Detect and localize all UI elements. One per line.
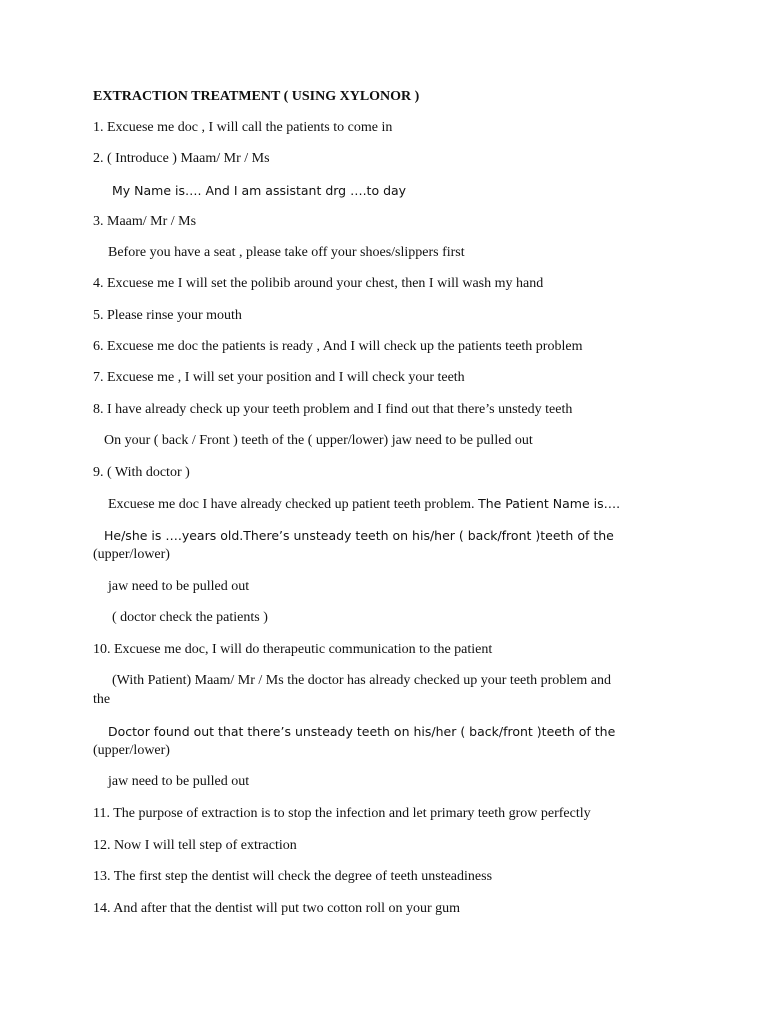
step-10: 10. Excuese me doc, I will do therapeutic communication to the patient (93, 642, 493, 657)
step-9-jaw-option: (upper/lower) (93, 547, 170, 562)
step-10-patient-line: (With Patient) Maam/ Mr / Ms the doctor has already checked up your teeth problem and (112, 673, 612, 688)
step-9-jaw-detail: jaw need to be pulled out (108, 579, 250, 594)
step-9-age: He/she is …. (104, 528, 182, 543)
step-2-detail: My Name is…. And I am assistant drg ….to day (112, 183, 407, 198)
step-9-unsteady-text: years old.There’s unsteady teeth on his/her ( back/front )teeth of the (181, 528, 614, 543)
step-9-patient-name: The Patient Name is…. (478, 496, 621, 511)
document-title: EXTRACTION TREATMENT ( USING XYLONOR ) (93, 89, 420, 104)
step-8: 8. I have already check up your teeth problem and I find out that there’s unstedy teeth (93, 402, 573, 417)
step-7: 7. Excuese me , I will set your position and I will check your teeth (93, 370, 465, 385)
step-6: 6. Excuese me doc the patients is ready , And I will check up the patients teeth problem (93, 339, 583, 354)
step-9: 9. ( With doctor ) (93, 465, 190, 480)
step-2: 2. ( Introduce ) Maam/ Mr / Ms (93, 151, 270, 166)
step-13: 13. The first step the dentist will check the degree of teeth unsteadiness (93, 869, 493, 884)
step-10-patient-line-wrap: the (93, 692, 111, 707)
step-5: 5. Please rinse your mouth (93, 308, 242, 323)
step-9-doctor-check: ( doctor check the patients ) (112, 610, 268, 625)
step-4: 4. Excuese me I will set the polibib around your chest, then I will wash my hand (93, 276, 544, 291)
step-9-detail-text: Excuese me doc I have already checked up patient teeth problem. (108, 497, 475, 512)
step-10-jaw-detail: jaw need to be pulled out (108, 774, 250, 789)
step-9-age-line (104, 527, 614, 545)
step-3: 3. Maam/ Mr / Ms (93, 214, 197, 229)
step-14: 14. And after that the dentist will put two cotton roll on your gum (93, 901, 461, 916)
step-9-detail (108, 495, 620, 514)
step-10-jaw-option: (upper/lower) (93, 743, 170, 758)
step-1: 1. Excuese me doc , I will call the patients to come in (93, 120, 393, 135)
step-12: 12. Now I will tell step of extraction (93, 838, 297, 853)
step-3-detail: Before you have a seat , please take off your shoes/slippers first (108, 245, 465, 260)
step-8-detail: On your ( back / Front ) teeth of the ( upper/lower) jaw need to be pulled out (104, 433, 533, 448)
step-11: 11. The purpose of extraction is to stop the infection and let primary teeth grow perfectly (93, 806, 591, 821)
step-10-doctor-found: Doctor found out that there’s unsteady teeth on his/her ( back/front )teeth of the (108, 724, 616, 739)
